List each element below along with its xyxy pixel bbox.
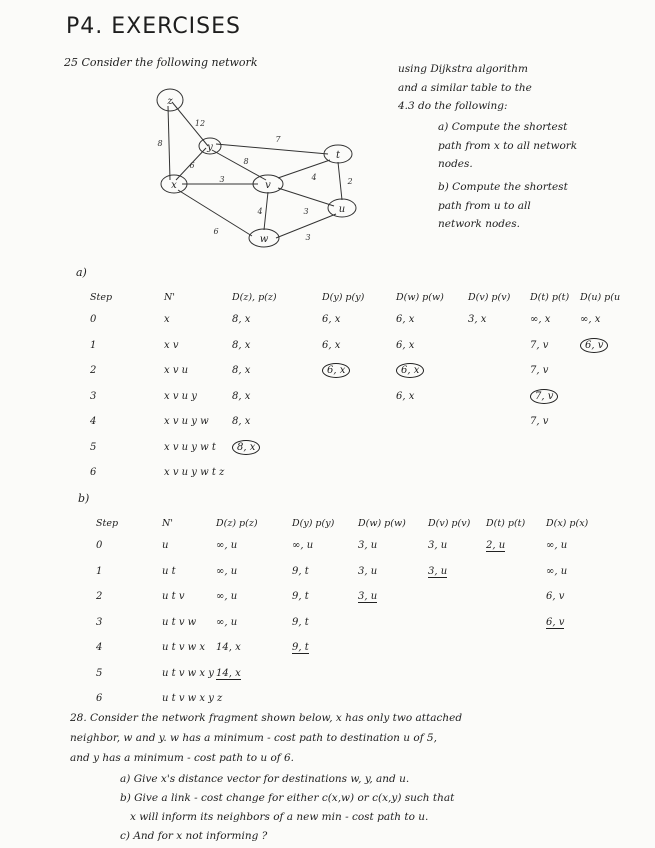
column-header: N' xyxy=(162,518,173,529)
node-x-label: x xyxy=(171,180,177,191)
instruction-line: path from x to all network xyxy=(438,139,578,152)
column-header: D(v) p(v) xyxy=(428,518,471,529)
instruction-line: network nodes. xyxy=(438,218,520,230)
problem-28-item: b) Give a link - cost change for either c(x,w) or c(x,y) such that xyxy=(120,792,455,804)
part-a-instructions xyxy=(438,118,628,174)
table-cell-n: u xyxy=(162,540,169,551)
table-b-label: b) xyxy=(78,492,90,505)
problem-25-statement: 25 Consider the following network xyxy=(64,56,258,69)
instruction-line: nodes. xyxy=(438,158,473,170)
table-cell-v: 3, u xyxy=(428,540,448,551)
table-cell-y: 9, t xyxy=(292,642,309,653)
column-header: D(y) p(y) xyxy=(322,292,365,303)
problem-28-line: 28. Consider the network fragment shown below, x has only two attached xyxy=(70,712,463,724)
node-u-label: u xyxy=(338,204,346,215)
table-cell-y: 6, x xyxy=(322,314,341,325)
table-cell-t: 2, u xyxy=(486,540,506,551)
problem-28-line: neighbor, w and y. w has a minimum - cost path to destination u of 5, xyxy=(70,732,437,744)
instruction-line: path from u to all xyxy=(438,199,531,212)
table-cell-z: 8, x xyxy=(232,390,251,402)
table-cell-step: 3 xyxy=(90,390,97,402)
column-header: N' xyxy=(164,292,175,303)
edge-v-w xyxy=(264,192,268,230)
column-header: Step xyxy=(90,292,113,303)
table-cell-n: u t v w x y xyxy=(162,667,214,679)
table-cell-n: u t xyxy=(162,565,176,577)
table-cell-n: x xyxy=(164,314,170,325)
edge-label-z-x: 8 xyxy=(157,139,163,148)
instruction-line: a) Compute the shortest xyxy=(438,121,568,133)
table-cell-t: 7, v xyxy=(530,365,549,376)
column-header: D(t) p(t) xyxy=(486,518,526,529)
table-cell-z: 14, x xyxy=(216,667,241,679)
table-cell-step: 1 xyxy=(96,565,103,577)
edge-label-t-u: 2 xyxy=(347,177,353,186)
table-cell-x: ∞, u xyxy=(546,565,568,577)
table-cell-v: 3, u xyxy=(428,565,448,577)
edge-label-x-v: 3 xyxy=(219,175,225,184)
table-cell-w: 6, x xyxy=(396,390,415,402)
problem-28-line: and y has a minimum - cost path to u of 6. xyxy=(70,752,295,764)
table-cell-u: 6, v xyxy=(580,340,608,351)
table-cell-z: ∞, u xyxy=(216,616,238,628)
table-cell-n: x v u y w xyxy=(164,416,209,427)
table-cell-w: 6, x xyxy=(396,314,415,325)
table-cell-step: 3 xyxy=(96,616,103,628)
table-cell-t: 7, v xyxy=(530,339,549,351)
column-header: D(u) p(u xyxy=(580,292,621,303)
table-cell-n: x v u y w t xyxy=(164,441,216,453)
instructions xyxy=(398,60,618,116)
table-cell-n: x v u xyxy=(164,365,189,376)
edge-label-v-w: 4 xyxy=(257,207,263,216)
edge-label-y-x: 6 xyxy=(189,161,195,170)
table-cell-x: 6, v xyxy=(546,591,565,602)
table-cell-step: 0 xyxy=(90,314,97,325)
problem-28-statement xyxy=(70,708,462,768)
table-cell-u: ∞, x xyxy=(580,314,601,325)
table-cell-step: 4 xyxy=(90,416,97,427)
edge-label-w-u: 3 xyxy=(305,233,311,242)
table-cell-step: 2 xyxy=(96,591,103,602)
column-header: D(w) p(w) xyxy=(396,292,444,303)
problem-28-items xyxy=(120,770,454,846)
table-cell-w: 6, x xyxy=(396,365,424,376)
edge-y-t xyxy=(216,144,328,154)
edge-v-u xyxy=(278,188,334,206)
edge-label-y-v: 8 xyxy=(243,157,249,166)
node-y-label: y xyxy=(207,142,213,153)
table-cell-x: 6, v xyxy=(546,616,565,628)
table-cell-n: u t v xyxy=(162,591,185,602)
table-cell-step: 4 xyxy=(96,642,103,653)
table-cell-z: 8, x xyxy=(232,442,260,453)
table-cell-t: 7, v xyxy=(530,416,549,427)
table-cell-z: 8, x xyxy=(232,339,251,351)
table-cell-y: 6, x xyxy=(322,339,341,351)
column-header: D(w) p(w) xyxy=(358,518,406,529)
table-cell-y: 9, t xyxy=(292,616,309,628)
node-w-label: w xyxy=(259,234,269,245)
table-cell-step: 6 xyxy=(96,693,103,704)
instruction-line: and a similar table to the xyxy=(398,81,532,94)
column-header: D(y) p(y) xyxy=(292,518,335,529)
edge-z-x xyxy=(168,106,170,180)
column-header: D(v) p(v) xyxy=(468,292,511,303)
network-diagram xyxy=(140,80,380,260)
table-cell-n: u t v w xyxy=(162,616,197,628)
instruction-line: b) Compute the shortest xyxy=(438,181,568,193)
table-cell-n: x v xyxy=(164,339,179,351)
problem-28-item: c) And for x not informing ? xyxy=(120,830,268,842)
table-cell-x: ∞, u xyxy=(546,540,568,551)
page-title: P4. EXERCISES xyxy=(66,14,241,39)
table-cell-z: 8, x xyxy=(232,314,251,325)
column-header: D(t) p(t) xyxy=(530,292,570,303)
table-cell-step: 5 xyxy=(90,441,97,453)
node-z-label: z xyxy=(167,96,173,107)
table-cell-step: 0 xyxy=(96,540,103,551)
table-cell-step: 2 xyxy=(90,365,97,376)
edge-label-x-w: 6 xyxy=(213,227,219,236)
table-cell-w: 3, u xyxy=(358,540,378,551)
table-cell-z: ∞, u xyxy=(216,591,238,602)
instruction-line: 4.3 do the following: xyxy=(398,100,508,112)
table-cell-n: u t v w x y z xyxy=(162,693,223,704)
edge-label-y-t: 7 xyxy=(275,135,281,144)
table-cell-step: 5 xyxy=(96,667,103,679)
table-cell-t: ∞, x xyxy=(530,314,551,325)
part-b-instructions xyxy=(438,178,628,234)
table-cell-step: 6 xyxy=(90,467,97,478)
column-header: D(z) p(z) xyxy=(216,518,258,529)
table-cell-n: x v u y xyxy=(164,390,197,402)
table-cell-step: 1 xyxy=(90,339,97,351)
edge-label-z-y: 12 xyxy=(194,119,206,128)
table-a-label: a) xyxy=(76,266,87,279)
table-cell-z: ∞, u xyxy=(216,565,238,577)
table-cell-z: 8, x xyxy=(232,365,251,376)
instruction-line: using Dijkstra algorithm xyxy=(398,63,528,75)
table-cell-z: 14, x xyxy=(216,642,241,653)
problem-28-item: x will inform its neighbors of a new min - cost path to u. xyxy=(130,811,429,823)
edge-v-t xyxy=(278,160,330,178)
problem-28-item: a) Give x's distance vector for destinations w, y, and u. xyxy=(120,773,410,785)
table-cell-w: 3, u xyxy=(358,565,378,577)
table-cell-w: 6, x xyxy=(396,339,415,351)
column-header: Step xyxy=(96,518,119,529)
node-t-label: t xyxy=(335,150,341,161)
table-cell-n: u t v w x xyxy=(162,642,206,653)
table-cell-y: 6, x xyxy=(322,365,350,376)
table-cell-y: 9, t xyxy=(292,565,309,577)
edge-label-v-t: 4 xyxy=(311,173,317,182)
table-cell-w: 3, u xyxy=(358,591,378,602)
table-cell-y: ∞, u xyxy=(292,540,314,551)
node-v-label: v xyxy=(265,180,271,191)
table-cell-y: 9, t xyxy=(292,591,309,602)
column-header: D(z), p(z) xyxy=(232,292,277,303)
edge-t-u xyxy=(338,162,342,200)
table-cell-t: 7, v xyxy=(530,391,558,402)
column-header: D(x) p(x) xyxy=(546,518,589,529)
table-cell-n: x v u y w t z xyxy=(164,467,225,478)
table-cell-v: 3, x xyxy=(468,314,487,325)
table-cell-z: 8, x xyxy=(232,416,251,427)
table-cell-z: ∞, u xyxy=(216,540,238,551)
edge-label-v-u: 3 xyxy=(303,207,309,216)
